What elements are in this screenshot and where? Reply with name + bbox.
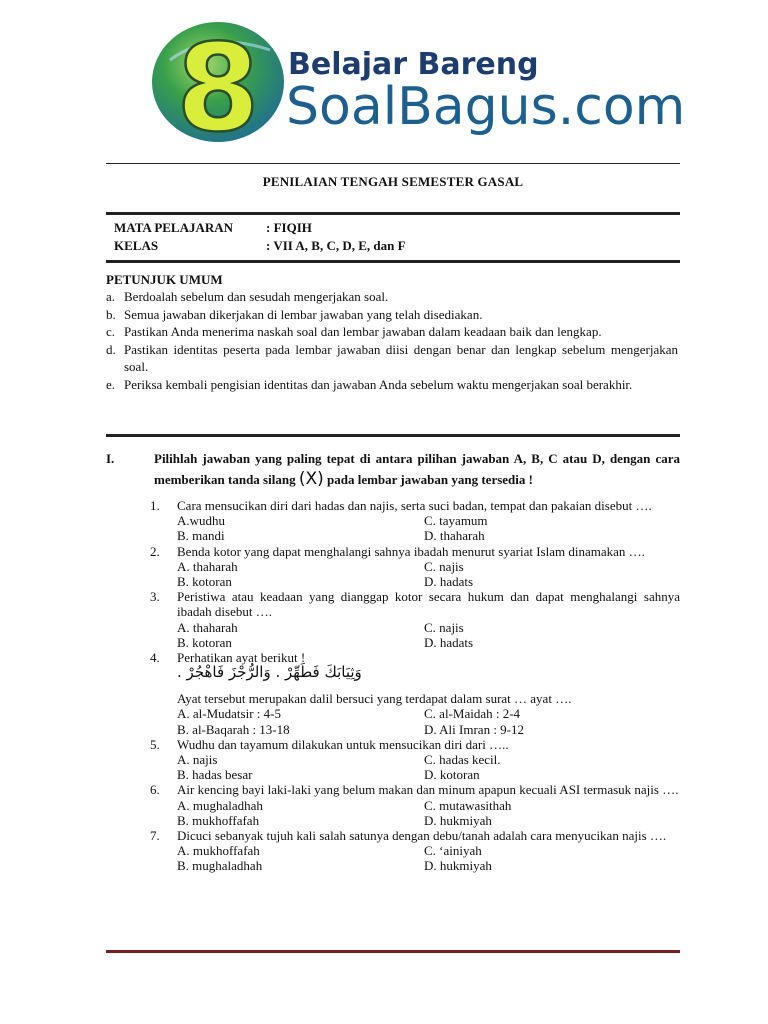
option: D. hukmiyah <box>424 812 492 828</box>
option: D. hukmiyah <box>424 858 492 874</box>
question-number: 4. <box>150 650 160 666</box>
site-logo <box>150 20 690 150</box>
cross-mark: (X) <box>298 469 324 489</box>
question-item <box>150 828 680 874</box>
subject-row <box>114 220 312 236</box>
instructions-list <box>106 288 678 393</box>
footer-divider <box>106 950 680 953</box>
instruction-item <box>106 376 678 394</box>
question-text: Peristiwa atau keadaan yang dianggap kotor secara hukum dan dapat menghalangi sahnya ibadah disebut …. <box>177 589 680 620</box>
instruction-letter: b. <box>106 306 116 322</box>
option: D. kotoran <box>424 767 480 783</box>
section-instruction <box>106 448 680 490</box>
instruction-text: Berdoalah sebelum dan sesudah mengerjakan soal. <box>124 289 389 304</box>
subject-value: : FIQIH <box>266 220 312 235</box>
logo-line1: Belajar Bareng <box>288 47 539 82</box>
section-number: I. <box>106 451 115 466</box>
option: D. thaharah <box>424 528 485 544</box>
question-number: 6. <box>150 782 160 798</box>
arabic-verse: وَثِيَابَكَ فَطَهِّرْ . وَالرُّجْزَ فَاهْجُرْ . <box>177 663 362 682</box>
option: C. najis <box>424 619 464 635</box>
option: C. mutawasithah <box>424 797 512 813</box>
exam-title: PENILAIAN TENGAH SEMESTER GASAL <box>262 174 524 189</box>
option: C. al-Maidah : 2-4 <box>424 706 521 722</box>
logo-numeral: 8 <box>176 20 260 150</box>
option: D. Ali Imran : 9-12 <box>424 721 525 737</box>
logo-line2: SoalBagus.com <box>286 77 686 137</box>
question-item <box>150 737 680 783</box>
question-item <box>150 589 680 650</box>
option: A. thaharah <box>177 619 238 635</box>
question-text: Wudhu dan tayamum dilakukan untuk mensucikan diri dari ….. <box>177 736 509 752</box>
question-item <box>150 650 680 737</box>
option: B. mandi <box>177 528 225 544</box>
instruction-letter: c. <box>106 324 116 339</box>
question-list <box>150 498 680 874</box>
option: A. al-Mudatsir : 4-5 <box>177 706 281 722</box>
option: C. tayamum <box>424 513 488 529</box>
question-text: Dicuci sebanyak tujuh kali salah satunya dengan debu/tanah adalah cara menyucikan najis …. <box>177 828 667 844</box>
instructions-heading: PETUNJUK UMUM <box>106 272 223 287</box>
question-followup: Ayat tersebut merupakan dalil bersuci yang terdapat dalam surat … ayat …. <box>177 691 572 707</box>
instruction-letter: d. <box>106 341 116 357</box>
instruction-item <box>106 341 678 376</box>
question-number: 7. <box>150 828 160 844</box>
question-text: Perhatikan ayat berikut ! <box>177 650 306 666</box>
subject-label: MATA PELAJARAN <box>114 220 234 235</box>
option: A. mughaladhah <box>177 797 263 813</box>
instruction-item <box>106 323 678 341</box>
question-number: 2. <box>150 543 160 559</box>
instruction-text: Periksa kembali pengisian identitas dan jawaban Anda sebelum waktu mengerjakan soal berakhir. <box>124 376 633 392</box>
question-number: 5. <box>150 736 160 752</box>
question-text: Air kencing bayi laki-laki yang belum makan dan minum apapun kecuali ASI termasuk najis …. <box>177 782 679 798</box>
question-text: Benda kotor yang dapat menghalangi sahnya ibadah menurut syariat Islam dinamakan …. <box>177 543 645 559</box>
option: A. thaharah <box>177 558 238 574</box>
section-text-before: Pilihlah jawaban yang paling tepat di antara pilihan jawaban A, B, C atau D, dengan cara memberikan tanda silang <box>154 451 680 487</box>
question-number: 3. <box>150 589 160 605</box>
option: C. hadas kecil. <box>424 752 501 768</box>
question-item <box>150 498 680 544</box>
divider <box>106 163 680 164</box>
class-row <box>114 238 406 254</box>
option: C. najis <box>424 558 464 574</box>
question-text: Cara mensucikan diri dari hadas dan najis, serta suci badan, tempat dan pakaian disebut …. <box>177 498 652 513</box>
divider <box>106 212 680 215</box>
instruction-text: Pastikan Anda menerima naskah soal dan lembar jawaban dalam keadaan baik dan lengkap. <box>124 324 602 339</box>
question-item <box>150 782 680 828</box>
section-text-after: pada lembar jawaban yang tersedia ! <box>323 472 533 487</box>
class-value: : VII A, B, C, D, E, dan F <box>266 238 406 253</box>
option: B. al-Baqarah : 13-18 <box>177 721 290 737</box>
instruction-letter: e. <box>106 376 116 392</box>
option: B. hadas besar <box>177 767 253 783</box>
option: B. mukhoffafah <box>177 812 260 828</box>
divider <box>106 260 680 263</box>
question-item <box>150 544 680 590</box>
option: A.wudhu <box>177 513 226 529</box>
instruction-item <box>106 288 678 306</box>
option: B. mughaladhah <box>177 858 263 874</box>
option: A. mukhoffafah <box>177 843 260 859</box>
option: D. hadats <box>424 634 474 650</box>
instruction-item <box>106 306 678 324</box>
question-number: 1. <box>150 498 160 513</box>
option: C. ‘ainiyah <box>424 843 482 859</box>
class-label: KELAS <box>114 238 159 253</box>
instruction-letter: a. <box>106 289 116 304</box>
divider <box>106 434 680 437</box>
option: A. najis <box>177 752 218 768</box>
option: B. kotoran <box>177 574 232 590</box>
instruction-text: Pastikan identitas peserta pada lembar jawaban diisi dengan benar dan lengkap sebelum mengerjakan soal. <box>124 341 678 374</box>
option: D. hadats <box>424 574 474 590</box>
option: B. kotoran <box>177 634 232 650</box>
instruction-text: Semua jawaban dikerjakan di lembar jawaban yang telah disediakan. <box>124 306 483 322</box>
logo-graphic <box>150 20 690 150</box>
